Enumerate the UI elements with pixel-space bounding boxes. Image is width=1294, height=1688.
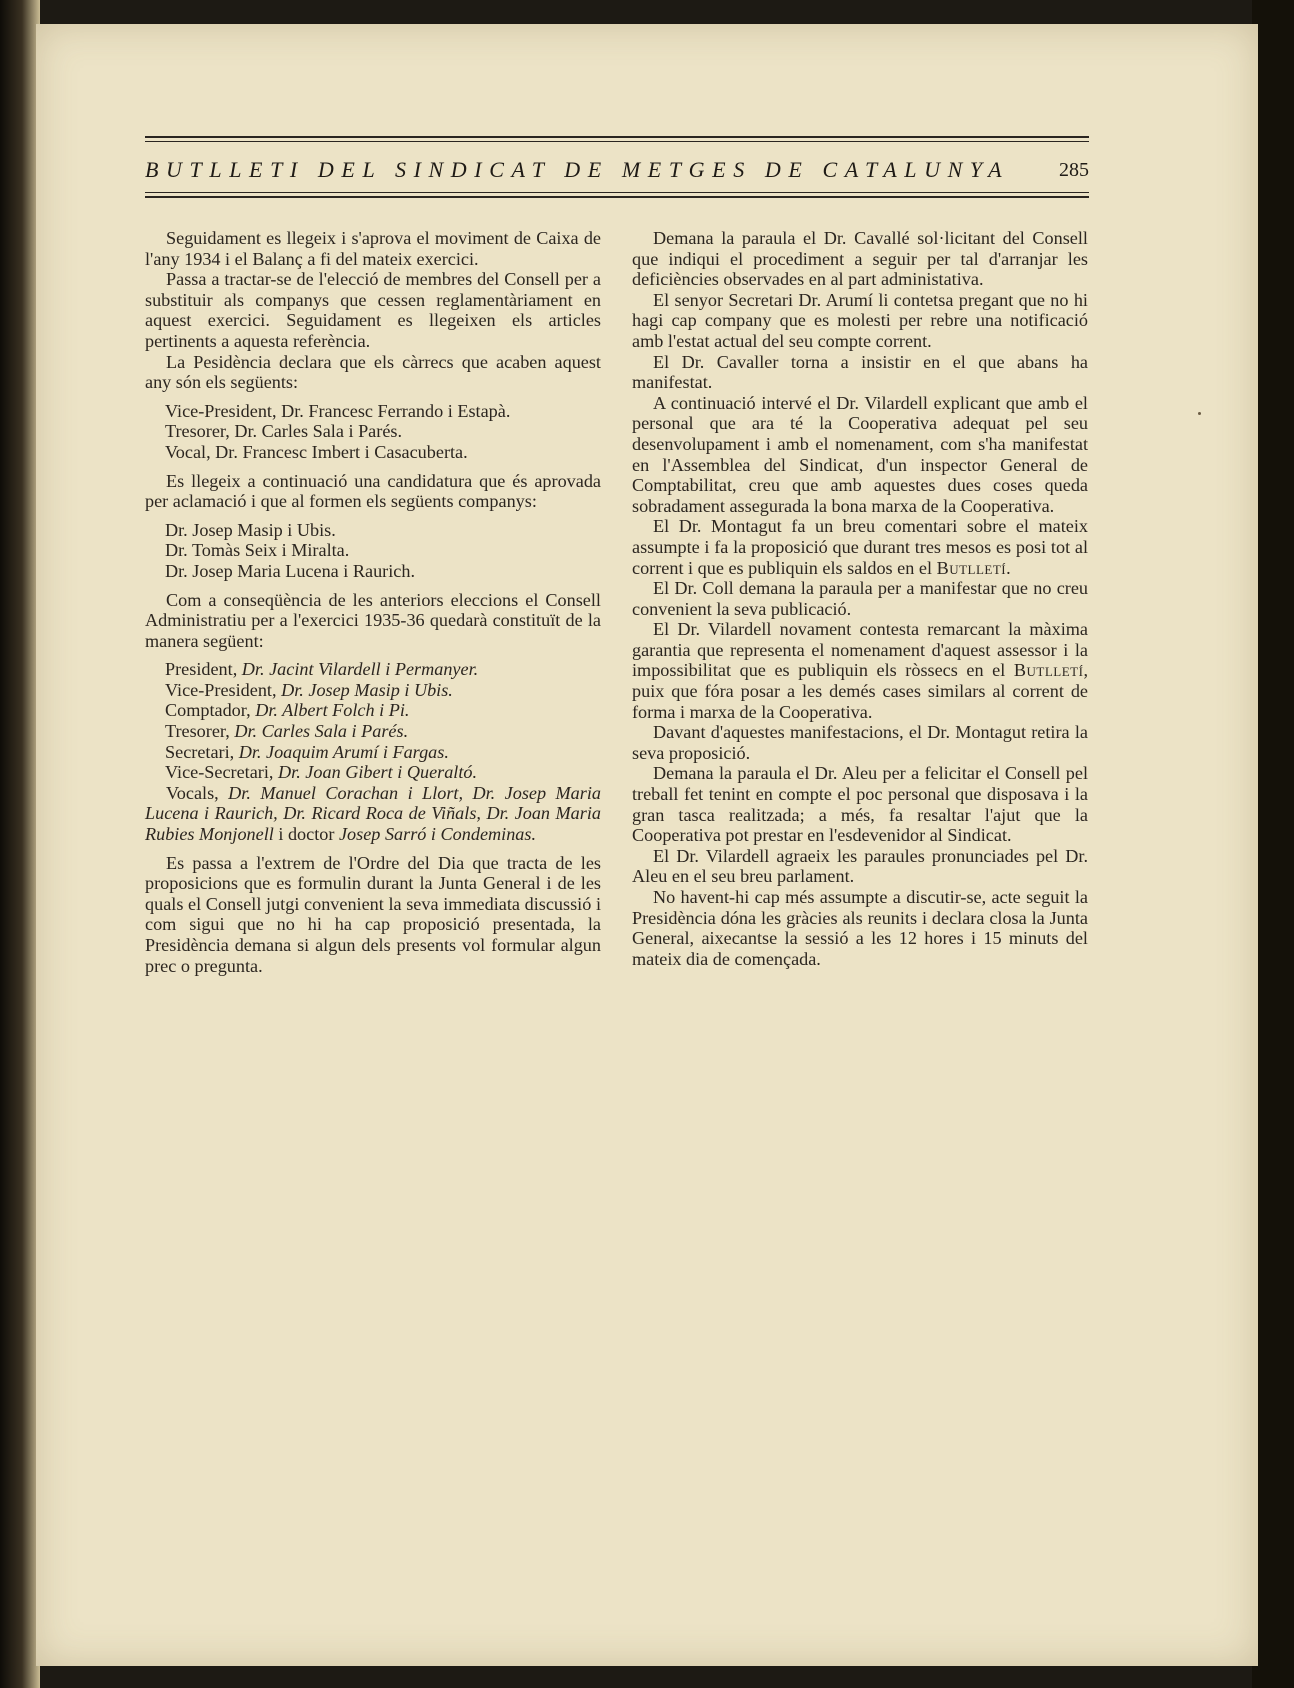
outgoing-members-list [145,401,601,463]
council-name: Josep Sarró i Condeminas. [338,824,537,845]
paragraph: Demana la paraula el Dr. Cavallé sol·licitant del Consell que indiqui el procediment a seguir per tal d'arranjar les deficiències observades en al part administativa. [632,228,1088,290]
paragraph: Seguidament es llegeix i s'aprova el moviment de Caixa de l'any 1934 i el Balanç a fi del mateix exercici. [145,228,601,269]
paragraph: Es llegeix a continuació una candidatura que és aprovada per aclamació i que al formen els següents companys: [145,470,601,512]
vocals-connector: i doctor [273,824,339,845]
paragraph [632,619,1088,722]
council-role: Vocals, [166,782,219,803]
paragraph: No havent-hi cap més assumpte a discutir-se, acte seguit la Presidència dóna les gràcies als reunits i declara closa la Junta General, aixecantse la sessió a les 12 hores i 15 minuts del mateix dia de començada. [632,887,1088,969]
candidates-list [145,520,601,582]
council-role: Vice-President, [165,679,277,700]
council-name: Dr. Joaquim Arumí i Fargas. [238,741,449,762]
page-edge [1252,0,1294,1688]
council-name: Dr. Manuel Corachan i Llort, Dr. Josep Maria Lucena i Raurich, Dr. Ricard Roca de Viñals, Dr. Joan Maria Rubies Monjonell [145,782,601,845]
paragraph: La Pesidència declara que els càrrecs que acaben aquest any són els següents: [145,351,601,393]
paragraph: El Dr. Vilardell agraeix les paraules pronunciades pel Dr. Aleu en el seu breu parlament. [632,845,1088,887]
list-item: Dr. Josep Masip i Ubis. [165,519,336,540]
text-run: El Dr. Montagut fa un breu comentari sobre el mateix assumpte i fa la proposició que durant tres mesos es posi tot al corrent i que es publiquin els saldos en el [632,516,1088,578]
council-role: Comptador, [165,700,251,721]
paragraph: Demana la paraula el Dr. Aleu per a felicitar el Consell pel treball fet tenint en compte el poc personal que disposava i la gran tasca realitzada; a més, fa resaltar l'ajut que la Cooperativa pot prestar en l'esdevenidor al Sindicat. [632,763,1088,846]
paragraph: Es passa a l'extrem de l'Ordre del Dia que tracta de les proposicions que es formulin durant la Junta General i de les quals el Consell jutgi convenient la seva immediata discussió i com sigui que no hi ha cap proposició presentada, la Presidència demana si algun dels presents vol formular algun prec o pregunta. [145,852,601,976]
vocals-entry [145,783,601,845]
council-role: President, [165,659,238,680]
paragraph: El senyor Secretari Dr. Arumí li contetsa pregant que no hi hagi cap company que es molesti per rebre una notificació amb l'estat actual del seu compte corrent. [632,289,1088,351]
council-entry [165,680,601,701]
council-name: Dr. Josep Masip i Ubis. [281,679,453,700]
left-column [145,228,601,976]
list-item: Dr. Josep Maria Lucena i Raurich. [165,560,415,581]
list-item: Vocal, Dr. Francesc Imbert i Casacuberta. [165,441,468,462]
book-spine [0,0,40,1688]
journal-title: BUTLLETI DEL SINDICAT DE METGES DE CATALUNYA [145,157,1010,182]
council-list [145,659,601,783]
paragraph: Passa a tractar-se de l'elecció de membres del Consell per a substituir als companys que cessen reglamentàriament en aquest exercici. Seguidament es llegeixen els articles pertinents a aquesta referència. [145,269,601,351]
header-rule-top [145,136,1089,145]
council-entry [165,659,601,680]
paragraph: Davant d'aquestes manifestacions, el Dr. Montagut retira la seva proposició. [632,722,1088,763]
council-name: Dr. Albert Folch i Pi. [255,700,410,721]
council-role: Secretari, [165,741,235,762]
council-role: Vice-Secretari, [165,762,274,783]
council-name: Dr. Jacint Vilardell i Permanyer. [241,659,479,680]
paragraph: Com a conseqüència de les anteriors eleccions el Consell Administratiu per a l'exercici 1935-36 quedarà constituït de la manera següent: [145,589,601,651]
text-run: , puix que fóra posar a les demés cases similars al corrent de forma i marxa de la Cooperativa. [632,660,1088,722]
list-item: Vice-President, Dr. Francesc Ferrando i Estapà. [165,400,511,421]
paragraph: A continuació intervé el Dr. Vilardell explicant que amb el personal que ara té la Cooperativa adequat pel seu desenvolupament i amb el nomenament, com s'ha manifestat en l'Assemblea del Sindicat, d'un inspector General de Comptabilitat, creu que amb aquestes dues coses queda sobradament assegurada la bona marxa de la Cooperativa. [632,392,1088,516]
paper-speck [1198,412,1201,415]
header-rule-bottom [145,192,1089,201]
council-entry [165,742,601,763]
running-header [145,150,1089,190]
page-number: 285 [1059,158,1089,181]
paragraph: El Dr. Cavaller torna a insistir en el que abans ha manifestat. [632,351,1088,393]
council-role: Tresorer, [165,721,230,742]
council-entry [165,700,601,721]
journal-name: Butlletí [936,557,1007,578]
right-column [632,228,1088,969]
council-entry [165,762,601,783]
journal-name: Butlletí [1013,660,1084,681]
council-entry [165,721,601,742]
text-run: El Dr. Vilardell novament contesta remarcant la màxima garantia que representa el nomenament d'aquest assessor i la impossibilitat que es publiquin els ròssecs en el [632,619,1088,681]
text-run: . [1006,557,1011,578]
list-item: Tresorer, Dr. Carles Sala i Parés. [165,421,403,442]
council-name: Dr. Carles Sala i Parés. [234,721,409,742]
council-name: Dr. Joan Gibert i Queraltó. [278,762,478,783]
paragraph: El Dr. Coll demana la paraula per a manifestar que no creu convenient la seva publicació. [632,578,1088,619]
paragraph [632,516,1088,578]
list-item: Dr. Tomàs Seix i Miralta. [165,540,350,561]
